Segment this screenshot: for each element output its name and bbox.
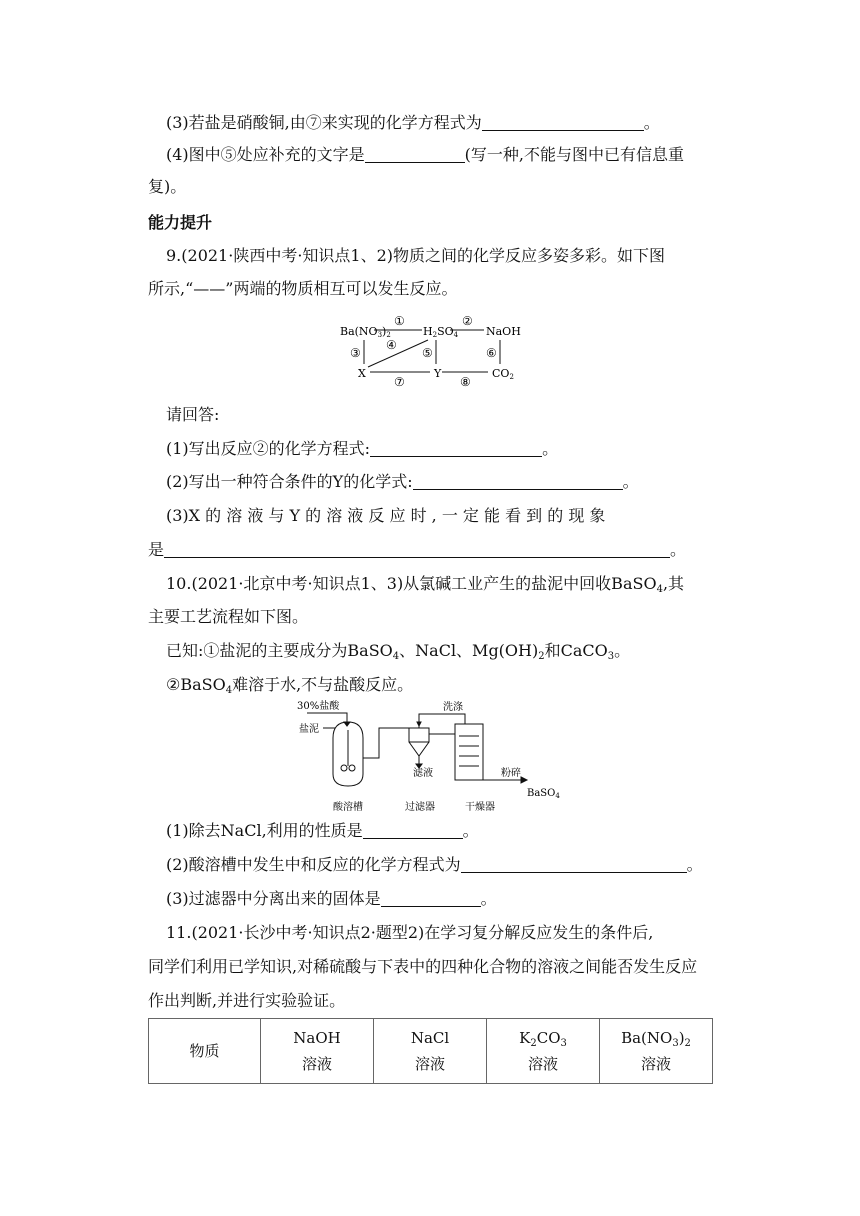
crush-label: 粉碎: [501, 768, 521, 779]
q8-part4: (4)图中⑤处应补充的文字是 (写一种,不能与图中已有信息重: [166, 145, 685, 164]
table-cell-naoh: NaOH 溶液: [261, 1019, 374, 1084]
table-row: [149, 1019, 713, 1084]
product-label: BaSO$_4$: [527, 788, 560, 800]
filter-label: 过滤器: [405, 802, 435, 813]
filtrate-label: 滤液: [413, 768, 433, 779]
q11-line1: 11.(2021·长沙中考·知识点2·题型2)在学习复分解反应发生的条件后,: [166, 923, 654, 942]
answer-blank[interactable]: [363, 822, 463, 839]
co2-label: CO2: [492, 367, 514, 381]
wash-label: 洗涤: [443, 702, 463, 713]
answer-blank[interactable]: [482, 114, 644, 131]
table-cell-k2co3: $K_2CO_3$ 溶液: [487, 1019, 600, 1084]
q10-part3: (3)过滤器中分离出来的固体是 。: [166, 889, 497, 908]
answer-blank[interactable]: [381, 890, 481, 907]
table-header-cell: 物质: [149, 1019, 261, 1084]
answer-blank[interactable]: [365, 146, 465, 163]
label-3: ③: [350, 346, 361, 360]
x-label: X: [358, 367, 366, 380]
label-1: ①: [394, 314, 405, 328]
h2so4-label: H2SO4: [423, 325, 459, 339]
acid-label: 30%盐酸: [297, 701, 340, 712]
label-8: ⑧: [460, 375, 471, 388]
tank-label: 酸溶槽: [333, 802, 363, 813]
q10-known2: ②BaSO$_4$难溶于水,不与盐酸反应。: [166, 675, 414, 696]
label-2: ②: [462, 314, 473, 328]
q11-line2: 同学们利用已学知识,对稀硫酸与下表中的四种化合物的溶液之间能否发生反应: [148, 957, 698, 976]
reaction-diagram: [330, 312, 530, 388]
answer-blank[interactable]: [413, 473, 623, 490]
table-cell-bano32: $Ba(NO_3)_2$ 溶液: [600, 1019, 713, 1084]
q10-line2: 主要工艺流程如下图。: [148, 607, 309, 626]
q11-line3: 作出判断,并进行实验验证。: [148, 991, 346, 1010]
q9-part3-cont: 是 。: [148, 540, 687, 559]
answer-blank[interactable]: [461, 856, 687, 873]
dryer-label: 干燥器: [465, 802, 495, 813]
label-7: ⑦: [394, 375, 405, 388]
section-title: 能力提升: [148, 213, 213, 232]
q10-known1: 已知:①盐泥的主要成分为BaSO$_4$、NaCl、$Mg(OH)_2$和CaCO$_3$。: [166, 641, 631, 662]
ba-no3-label: Ba(NO3)2: [340, 325, 391, 339]
answer-blank[interactable]: [370, 440, 542, 457]
q8-part3: (3)若盐是硝酸铜,由⑦来实现的化学方程式为 。: [166, 113, 660, 132]
label-4: ④: [386, 338, 397, 352]
table-cell-nacl: NaCl 溶液: [374, 1019, 487, 1084]
answer-blank[interactable]: [164, 541, 670, 558]
substance-table: [148, 1018, 713, 1084]
q9-part2: (2)写出一种符合条件的Y的化学式: 。: [166, 472, 639, 491]
process-flow-diagram: [295, 698, 575, 816]
q9-part1: (1)写出反应②的化学方程式: 。: [166, 439, 559, 458]
mud-label: 盐泥: [299, 724, 319, 735]
naoh-label: NaOH: [486, 325, 521, 338]
label-6: ⑥: [486, 346, 497, 360]
q10-part1: (1)除去NaCl,利用的性质是 。: [166, 821, 479, 840]
y-label: Y: [434, 367, 442, 380]
q9-prompt: 请回答:: [166, 405, 220, 424]
label-5: ⑤: [422, 346, 433, 360]
q9-line2: 所示,“——”两端的物质相互可以发生反应。: [148, 279, 458, 298]
q10-line1: 10.(2021·北京中考·知识点1、3)从氯碱工业产生的盐泥中回收BaSO$_4$,其: [166, 574, 685, 595]
q8-part4-cont: 复)。: [148, 177, 187, 196]
q9-part3: (3)X 的 溶 液 与 Y 的 溶 液 反 应 时 , 一 定 能 看 到 的 现 象: [166, 506, 606, 525]
q9-line1: 9.(2021·陕西中考·知识点1、2)物质之间的化学反应多姿多彩。如下图: [166, 246, 666, 265]
q10-part2: (2)酸溶槽中发生中和反应的化学方程式为 。: [166, 855, 703, 874]
